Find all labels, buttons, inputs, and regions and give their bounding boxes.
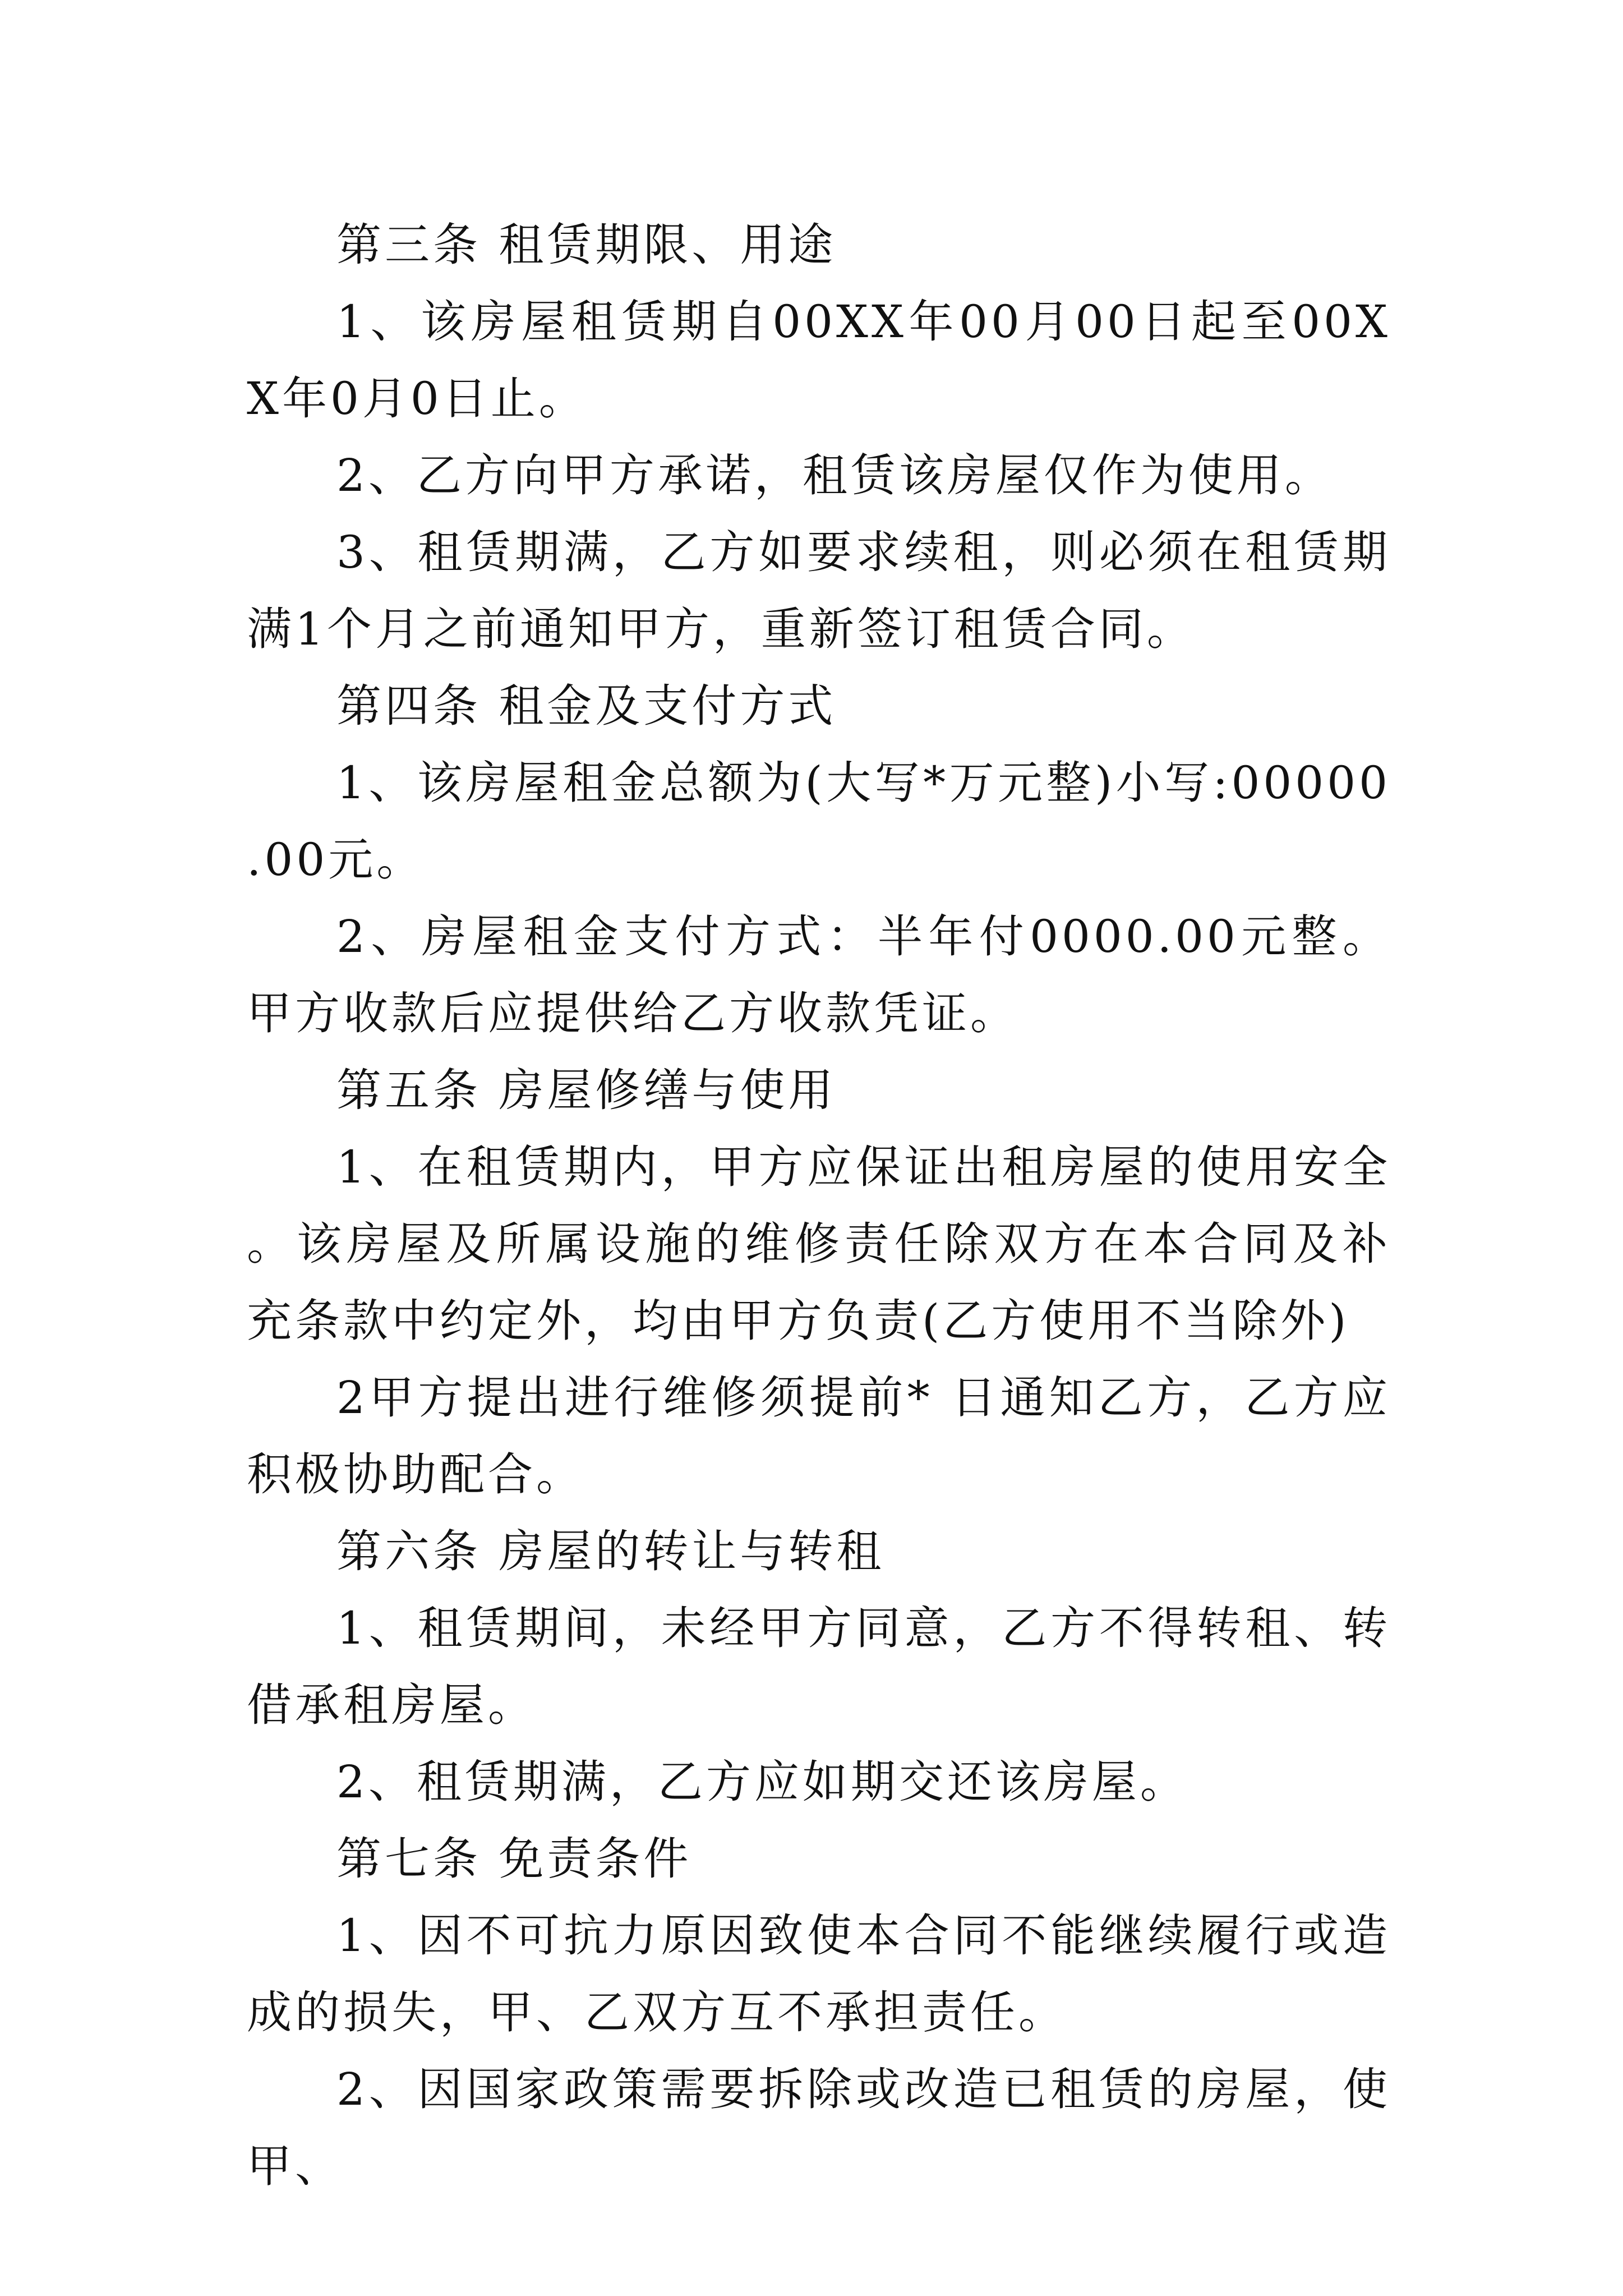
document-body xyxy=(247,206,1391,2205)
article-4-clause-2: 2、房屋租金支付方式：半年付0000.00元整。 甲方收款后应提供给乙方收款凭证。 xyxy=(247,910,1391,1039)
article-7-clause-1: 1、因不可抗力原因致使本合同不能继续履行或造成的损失，甲、乙双方互不承担责任。 xyxy=(247,1910,1391,2039)
article-6-clause-1: 1、租赁期间，未经甲方同意，乙方不得转租、转借承租房屋。 xyxy=(247,1602,1391,1731)
article-6-heading: 第六条 房屋的转让与转租 xyxy=(336,1525,885,1577)
article-3-clause-3: 3、租赁期满，乙方如要求续租，则必须在租赁期满1个月之前通知甲方，重新签订租赁合同。 xyxy=(247,526,1391,655)
article-3-clause-2: 2、乙方向甲方承诺，租赁该房屋仅作为使用。 xyxy=(336,449,1333,501)
article-7-clause-2: 2、因国家政策需要拆除或改造已租赁的房屋，使甲、 xyxy=(247,2063,1391,2192)
article-6-clause-2: 2、租赁期满，乙方应如期交还该房屋。 xyxy=(336,1756,1188,1808)
article-5-heading: 第五条 房屋修缮与使用 xyxy=(336,1064,837,1116)
article-5-clause-2: 2甲方提出进行维修须提前* 日通知乙方，乙方应积极协助配合。 xyxy=(247,1372,1391,1501)
article-7-heading: 第七条 免责条件 xyxy=(336,1833,692,1885)
article-4-clause-1: 1、该房屋租金总额为(大写*万元整)小写:00000.00元。 xyxy=(247,757,1391,886)
article-3-heading: 第三条 租赁期限、用途 xyxy=(336,219,837,271)
article-5-clause-1: 1、在租赁期内，甲方应保证出租房屋的使用安全。该房屋及所属设施的维修责任除双方在本合同及补充条款中约定外，均由甲方负责(乙方使用不当除外) xyxy=(247,1141,1391,1347)
article-3-clause-1: 1、该房屋租赁期自00XX年00月00日起至00XX年0月0日止。 xyxy=(247,296,1391,425)
article-4-heading: 第四条 租金及支付方式 xyxy=(336,680,837,732)
